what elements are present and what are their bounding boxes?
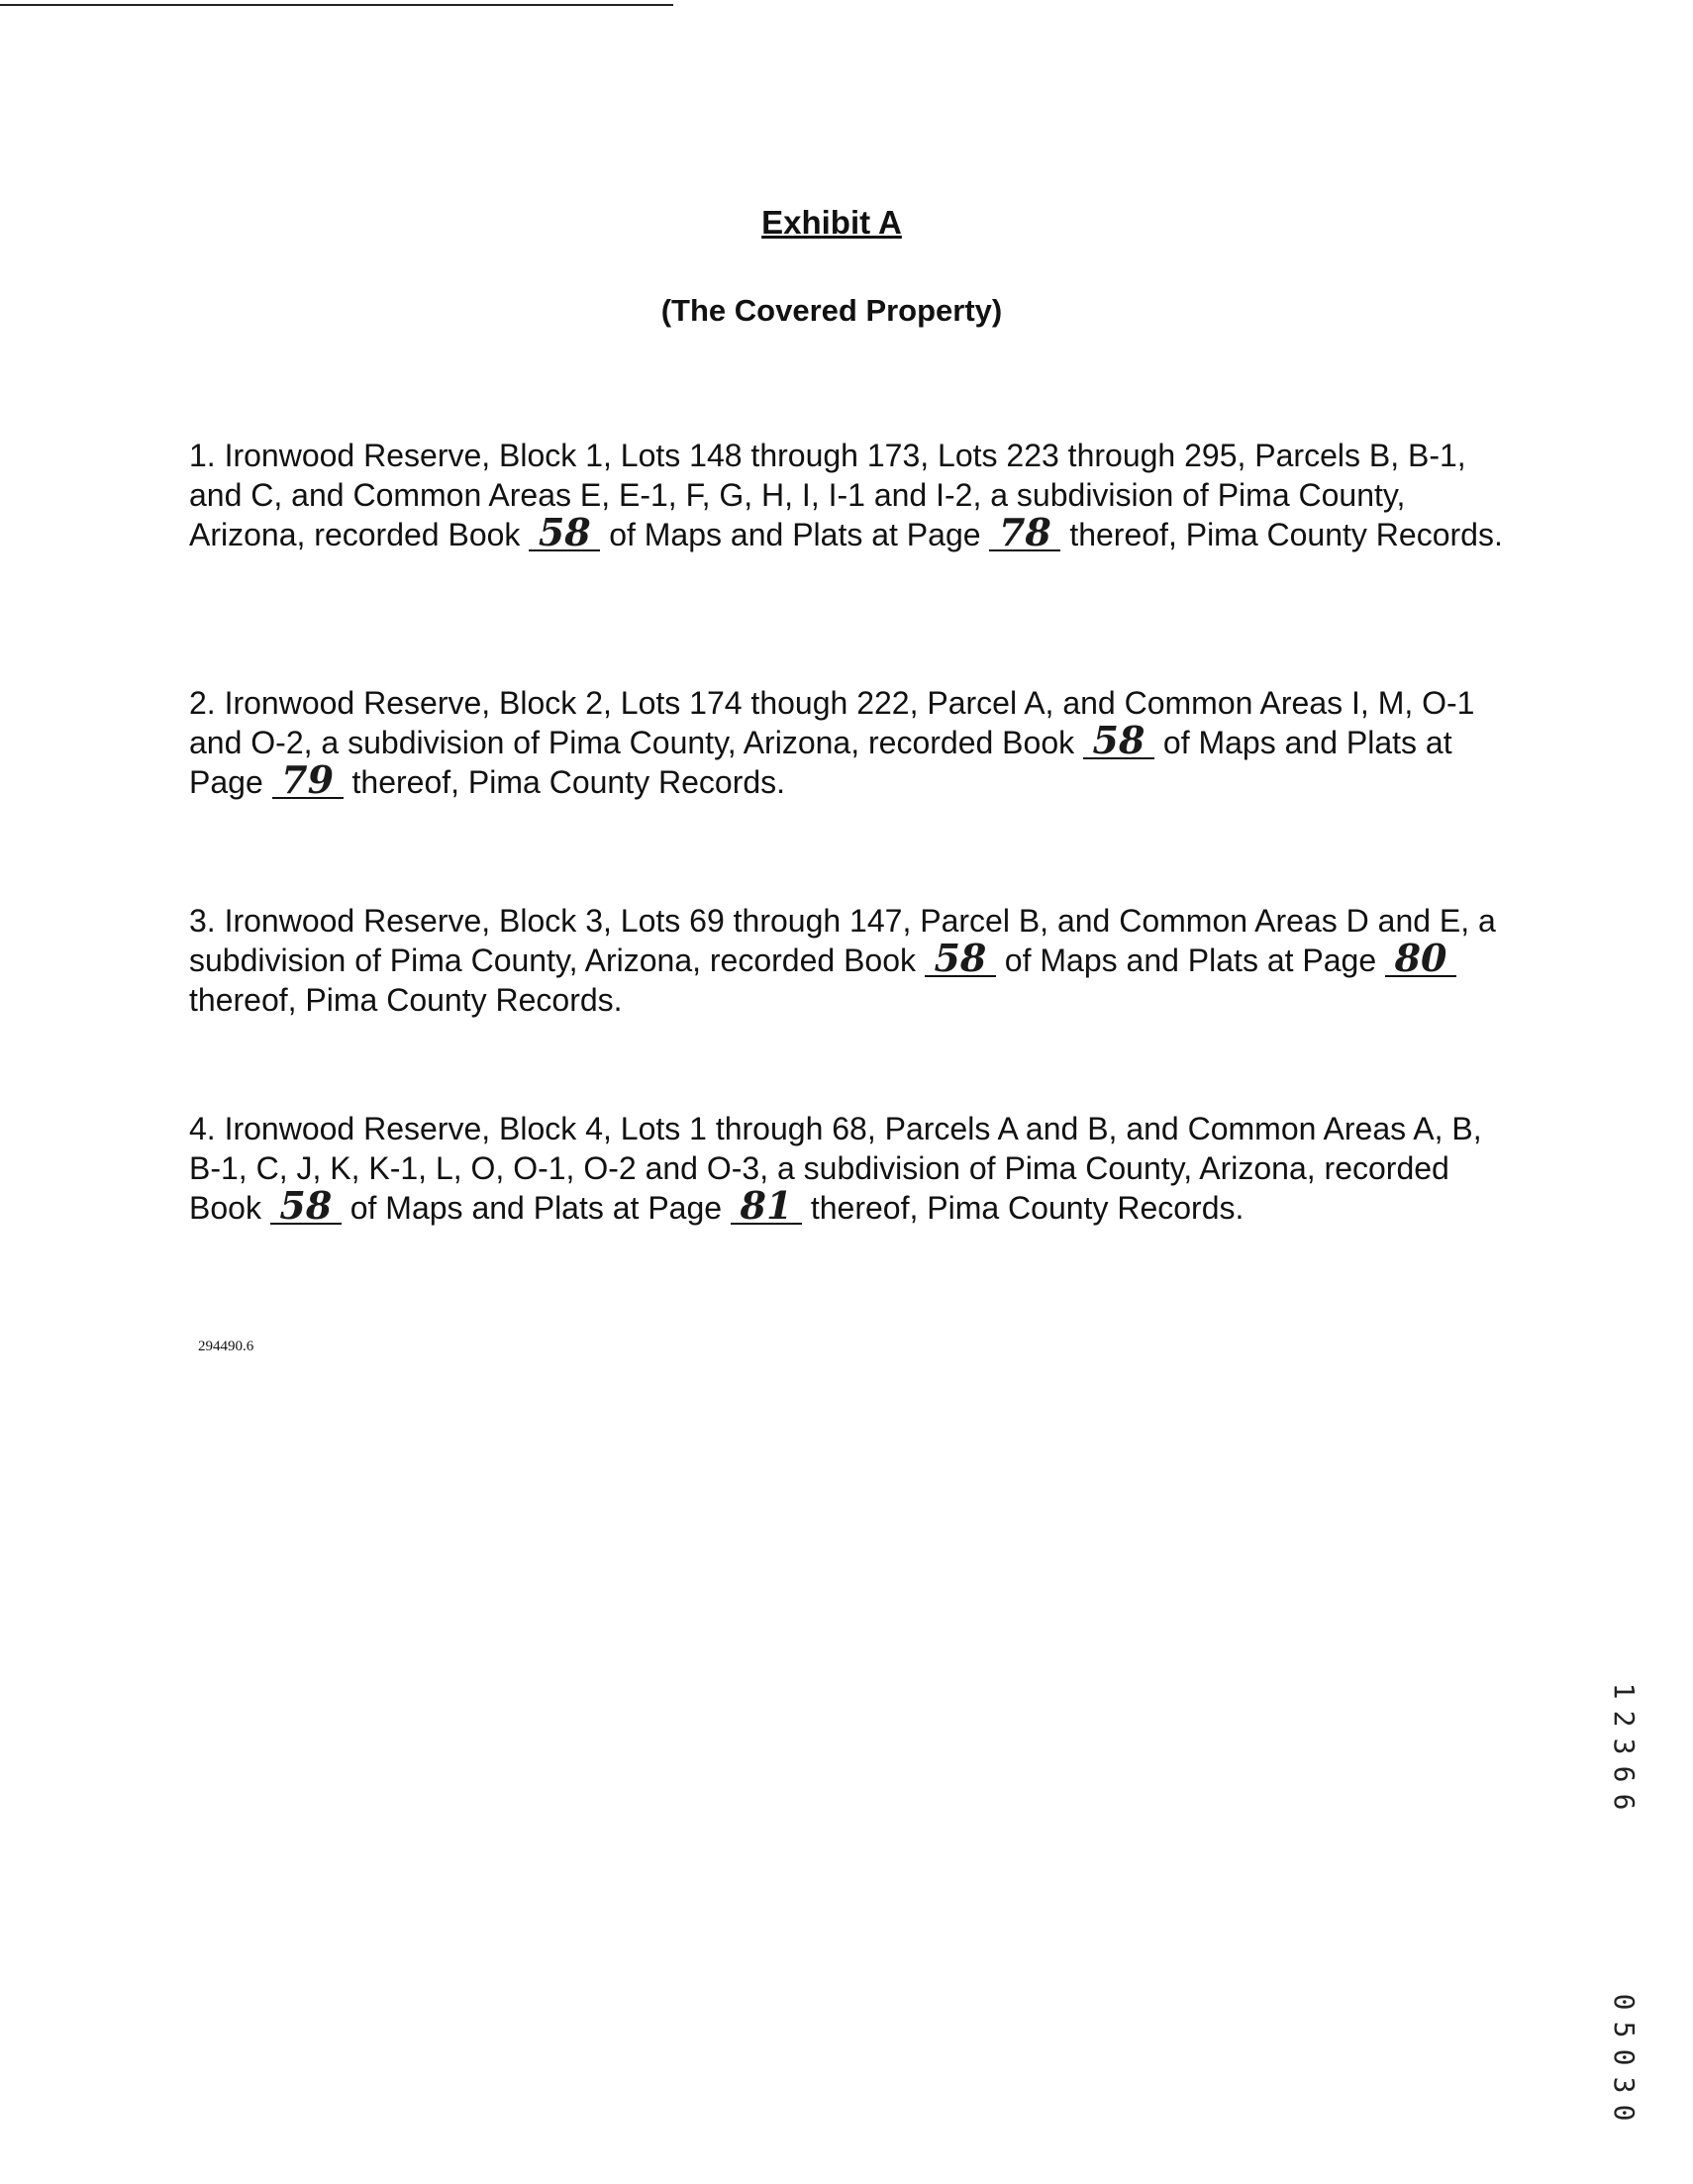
page-subtitle: (The Covered Property) xyxy=(660,293,1003,328)
property-paragraph-1 xyxy=(189,436,1506,554)
paragraph-text: thereof, Pima County Records. xyxy=(189,982,623,1018)
stamp-digit: 2 xyxy=(1608,1710,1641,1728)
paragraph-text: of Maps and Plats at Page xyxy=(995,943,1386,978)
book-number-handwritten: 58 xyxy=(1083,724,1154,759)
paragraph-text: of Maps and Plats at Page xyxy=(341,1190,731,1226)
paragraph-text: of Maps and Plats at Page xyxy=(189,725,1452,800)
page-number-handwritten: 81 xyxy=(731,1189,802,1225)
paragraph-text: thereof, Pima County Records. xyxy=(343,764,786,800)
property-paragraph-3 xyxy=(189,901,1506,1020)
stamp-digit: 3 xyxy=(1608,2076,1641,2094)
book-number-handwritten: 58 xyxy=(270,1189,342,1225)
property-paragraph-4 xyxy=(189,1109,1506,1228)
stamp-line-2-rendered xyxy=(1604,1988,1643,2127)
stamp-gap xyxy=(1604,1871,1643,1905)
paragraph-text: of Maps and Plats at Page xyxy=(600,517,990,552)
stamp-digit: 3 xyxy=(1608,1737,1641,1755)
paragraph-text: 1. Ironwood Reserve, Block 1, Lots 148 through 173, Lots 223 through 295, Parcels B, B-1, and C, and Common Areas E, E-1, F, G, H, I, I-1 and I-2, a subdivision of Pima County, Arizona, recorded Book xyxy=(189,438,1466,552)
paragraph-text: 4. Ironwood Reserve, Block 4, Lots 1 through 68, Parcels A and B, and Common Areas A, B, B-1, C, J, K, K-1, L, O, O-1, O-2 and O-3, a subdivision of Pima County, Arizona, recorded Book xyxy=(189,1111,1482,1226)
recording-stamp xyxy=(1604,1594,1643,2182)
top-rule xyxy=(0,4,673,6)
page-number-handwritten: 80 xyxy=(1385,942,1456,977)
paragraph-text: 2. Ironwood Reserve, Block 2, Lots 174 though 222, Parcel A, and Common Areas I, M, O-1 and O-2, a subdivision of Pima County, Arizona, recorded Book xyxy=(189,685,1475,760)
book-number-handwritten: 58 xyxy=(529,516,600,551)
paragraph-text: thereof, Pima County Records. xyxy=(801,1190,1245,1226)
stamp-digit: 0 xyxy=(1608,2104,1641,2122)
page-number-handwritten: 78 xyxy=(989,516,1060,551)
stamp-line-1-rendered xyxy=(1604,1677,1643,1816)
paragraph-text: thereof, Pima County Records. xyxy=(1060,517,1503,552)
stamp-digit: 0 xyxy=(1608,1993,1641,2011)
document-number: 294490.6 xyxy=(198,1339,254,1354)
stamp-digit: 5 xyxy=(1608,2021,1641,2038)
property-paragraph-2 xyxy=(189,683,1506,802)
stamp-digit: 1 xyxy=(1608,1682,1641,1700)
stamp-digit: 6 xyxy=(1608,1793,1641,1811)
page-number-handwritten: 79 xyxy=(272,763,344,799)
paragraph-text: 3. Ironwood Reserve, Block 3, Lots 69 through 147, Parcel B, and Common Areas D and E, a subdivision of Pima County, Arizona, recorded Book xyxy=(189,903,1496,978)
stamp-digit: 6 xyxy=(1608,1765,1641,1783)
stamp-digit: 0 xyxy=(1608,2048,1641,2066)
page-title: Exhibit A xyxy=(761,204,902,241)
book-number-handwritten: 58 xyxy=(925,942,996,977)
